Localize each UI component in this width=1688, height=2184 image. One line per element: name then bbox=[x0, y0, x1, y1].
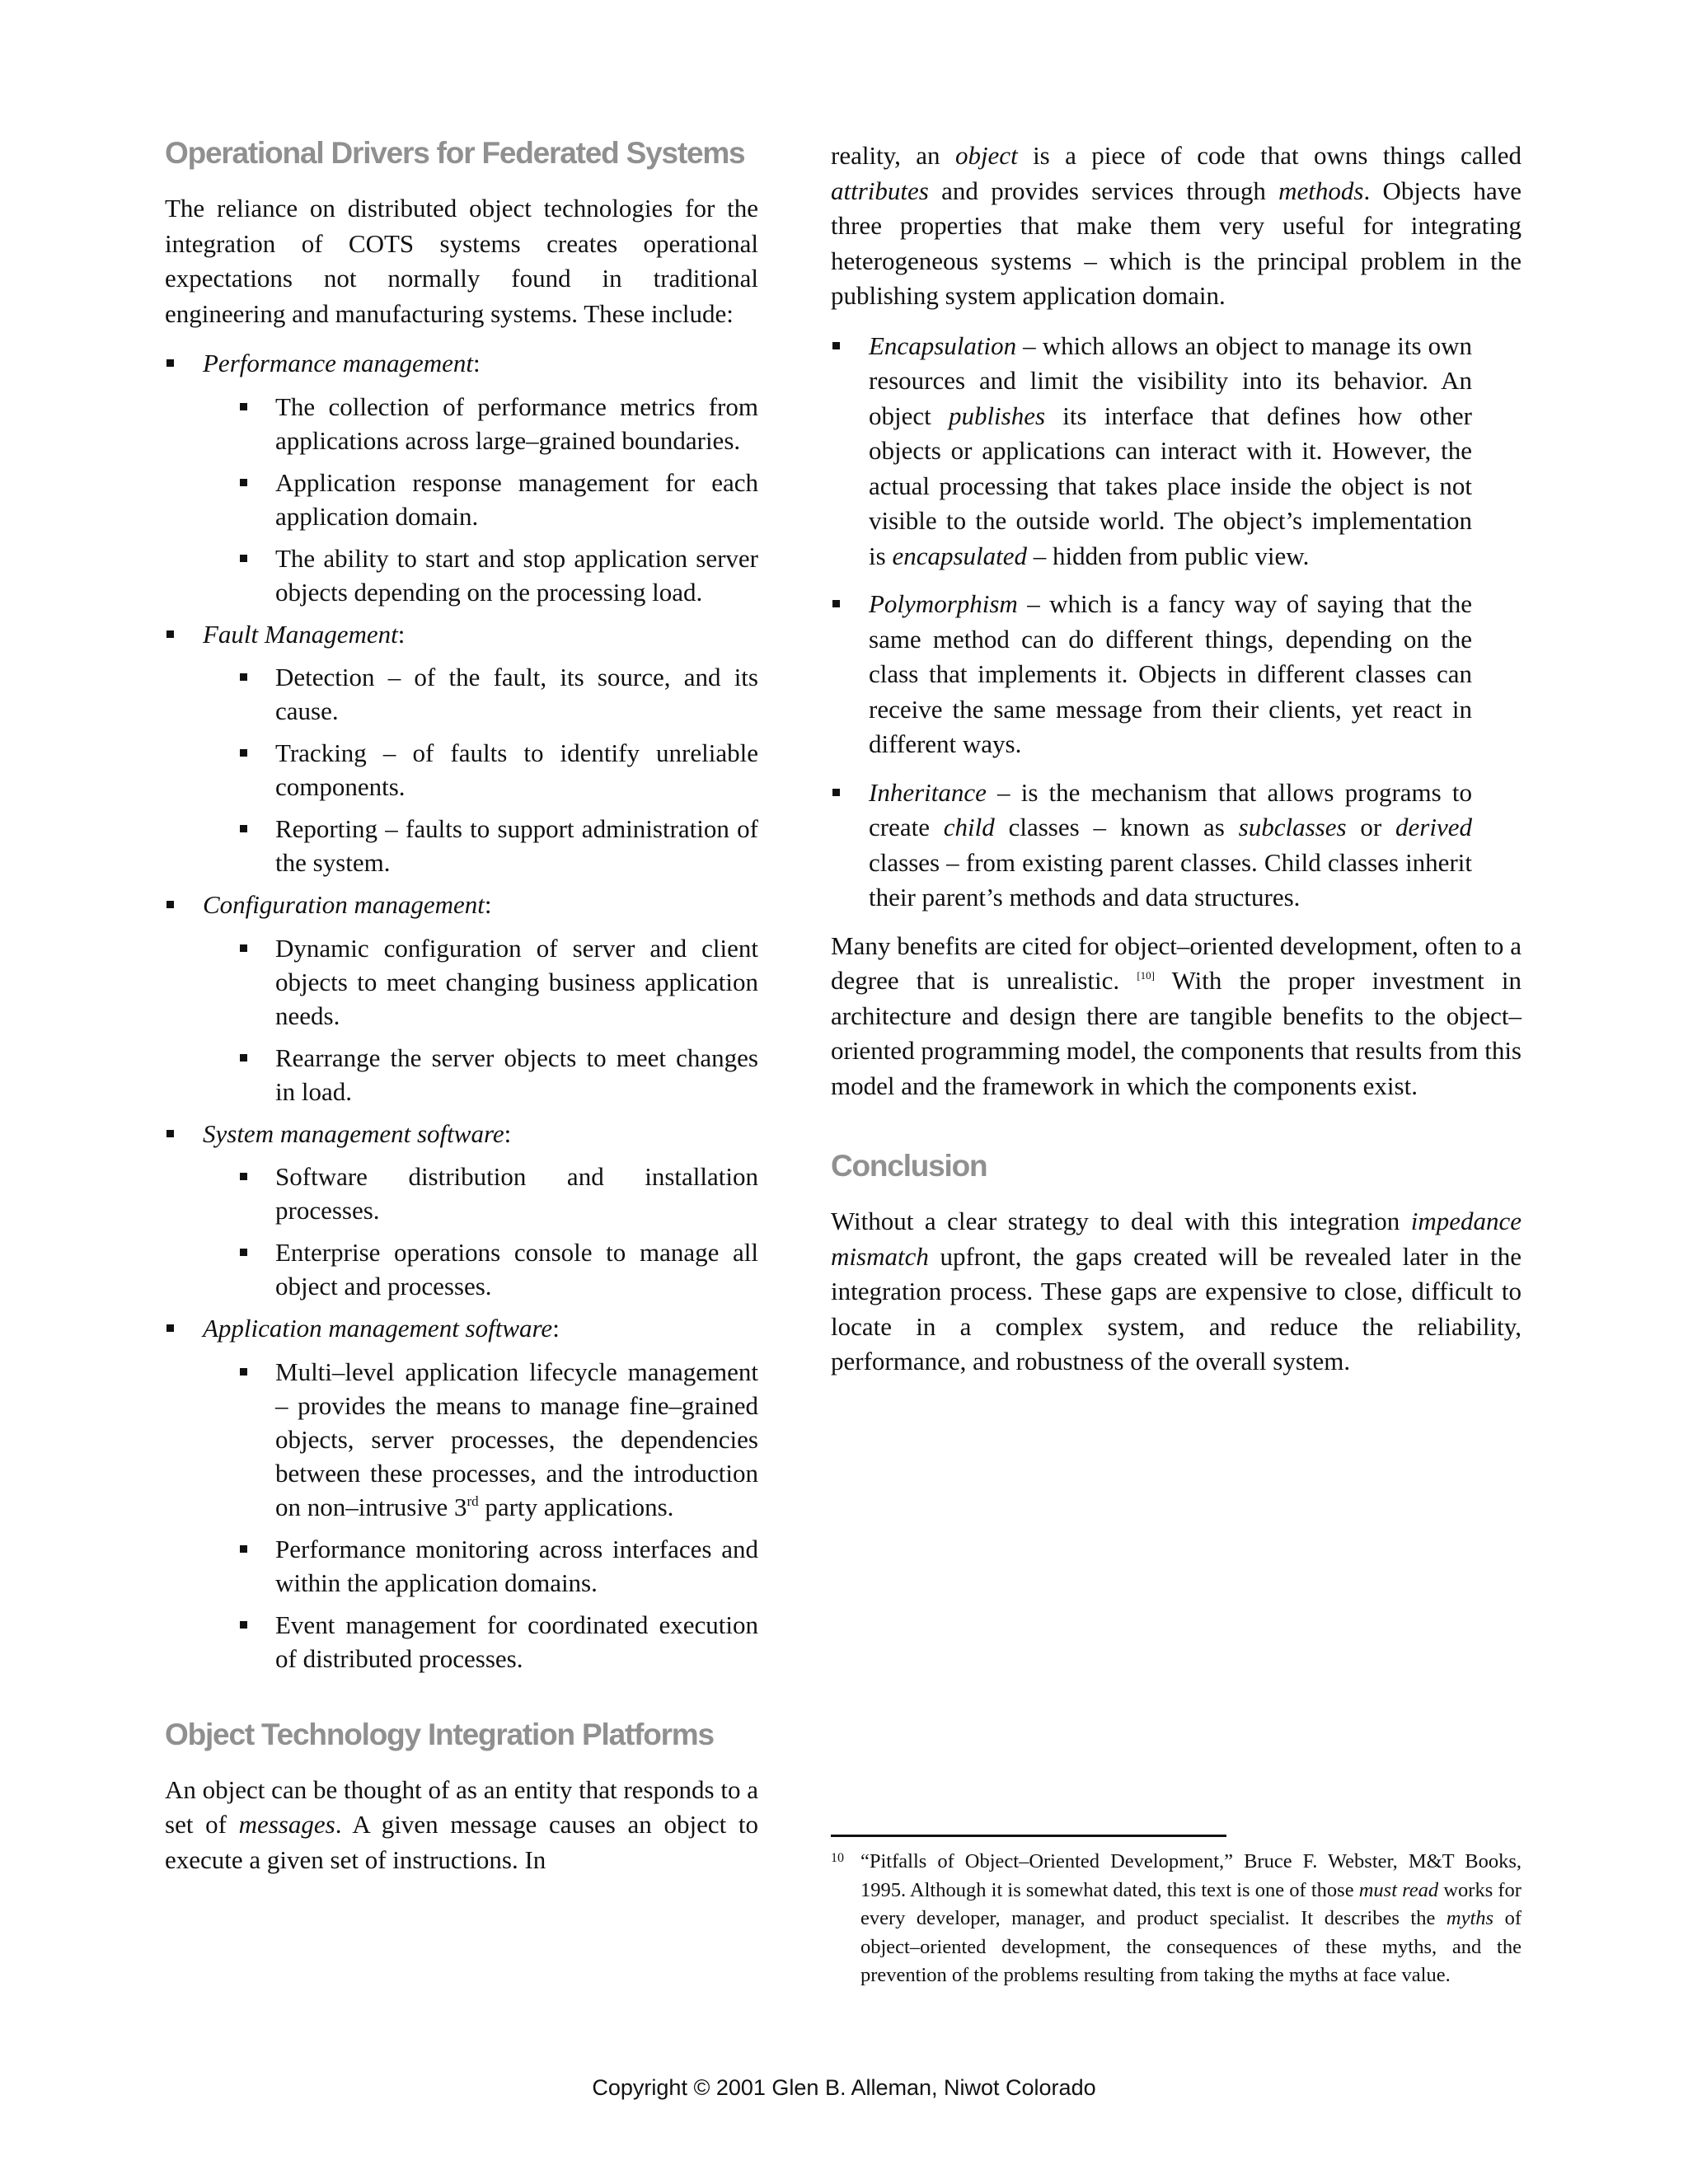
list-item: The collection of performance metrics from applications across large–grained boundaries. bbox=[203, 390, 758, 457]
driver-subitems bbox=[203, 1355, 758, 1675]
heading-conclusion: Conclusion bbox=[831, 1149, 987, 1183]
list-item: Multi–level application lifecycle management – provides the means to manage fine–grained objects, server processes, the dependencies between these processes, and the introduction on non–intrusive 3rd party applications. bbox=[203, 1355, 758, 1524]
driver-title: Performance management bbox=[203, 349, 473, 377]
intro-paragraph: The reliance on distributed object technologies for the integration of COTS systems creates operational expectations not normally found in traditional engineering and manufacturing systems. These include: bbox=[165, 194, 758, 328]
footnote bbox=[831, 1848, 1522, 1990]
driver-performance: Performance management: The collection of performance metrics from applications across large–grained boundaries. Application response management for each application domain. The ability to start and stop application server objects depending on the processing load. bbox=[165, 346, 758, 609]
list-item-inheritance: Inheritance – is the mechanism that allows programs to create child classes – known as subclasses or derived classes – from existing parent classes. Child classes inherit their parent’s methods and data structures. bbox=[831, 776, 1522, 916]
driver-list bbox=[165, 346, 758, 1675]
footnote-reference: [10] bbox=[1137, 969, 1156, 982]
list-item: Detection – of the fault, its source, and its cause. bbox=[203, 660, 758, 728]
heading-object-technology: Object Technology Integration Platforms bbox=[165, 1717, 714, 1751]
list-item: Performance monitoring across interfaces and within the application domains. bbox=[203, 1532, 758, 1600]
list-item: Tracking – of faults to identify unreliable components. bbox=[203, 736, 758, 804]
object-properties-list bbox=[831, 329, 1522, 916]
list-item: Software distribution and installation processes. bbox=[203, 1160, 758, 1227]
driver-title: System management software bbox=[203, 1118, 504, 1148]
right-column bbox=[831, 138, 1522, 1394]
list-item: Enterprise operations console to manage all object and processes. bbox=[203, 1235, 758, 1303]
conclusion-paragraph: Without a clear strategy to deal with this integration impedance mismatch upfront, the gaps created will be revealed later in the integration process. These gaps are expensive to close, difficult to locate in a complex system, and reduce the reliability, performance, and robustness of the overall system. bbox=[831, 1207, 1522, 1376]
driver-title: Fault Management bbox=[203, 619, 398, 649]
driver-subitems bbox=[203, 660, 758, 879]
driver-title: Application management software bbox=[203, 1314, 553, 1343]
list-item: Reporting – faults to support administration of the system. bbox=[203, 812, 758, 879]
driver-subitems bbox=[203, 931, 758, 1108]
list-item-encapsulation: Encapsulation – which allows an object to manage its own resources and limit the visibility into its behavior. An object publishes its interface that defines how other objects or applications can interact with it. However, the actual processing that takes place inside the object is not visible to the outside world. The object’s implementation is encapsulated – hidden from public view. bbox=[831, 329, 1522, 574]
driver-subitems bbox=[203, 390, 758, 609]
list-item: The ability to start and stop application server objects depending on the processing load. bbox=[203, 541, 758, 609]
footnote-number: 10 bbox=[831, 1851, 844, 1865]
footnote-divider bbox=[831, 1835, 1226, 1837]
list-item: Rearrange the server objects to meet changes in load. bbox=[203, 1041, 758, 1108]
driver-system-management: System management software: Software distribution and installation processes. Enterprise operations console to manage all object and processes. bbox=[165, 1117, 758, 1304]
copyright-footer: Copyright © 2001 Glen B. Alleman, Niwot Colorado bbox=[592, 2075, 1096, 2100]
footnote-text: “Pitfalls of Object–Oriented Development,” Bruce F. Webster, M&T Books, 1995. Although it is somewhat dated, this text is one of those must read works for every developer, manager, and product specialist. It describes the myths of object–oriented development, the consequences of these myths, and the prevention of the problems resulting from taking the myths at face value. bbox=[860, 1850, 1522, 1986]
object-continued-paragraph: reality, an object is a piece of code that owns things called attributes and provides services through methods. Objects have three properties that make them very useful for integrating heterogeneous systems – which is the principal problem in the publishing system application domain. bbox=[831, 141, 1522, 310]
benefits-paragraph: Many benefits are cited for object–oriented development, often to a degree that is unrealistic. [10] With the proper investment in architecture and design there are tangible benefits to the object–oriented programming model, the components that results from this model and the framework in which the components exist. bbox=[831, 930, 1522, 1100]
driver-subitems bbox=[203, 1160, 758, 1303]
heading-operational-drivers: Operational Drivers for Federated Systems bbox=[165, 136, 745, 170]
driver-title: Configuration management bbox=[203, 890, 485, 919]
driver-application-management: Application management software: Multi–level application lifecycle management – provides the means to manage fine–grained objects, server processes, the dependencies between these processes, and the introduction on non–intrusive 3rd party applications. Performance monitoring across interfaces and within the application domains. Event management for coordinated execution of distributed processes. bbox=[165, 1311, 758, 1675]
driver-fault: Fault Management: Detection – of the fault, its source, and its cause. Tracking – of faults to identify unreliable components. Reporting – faults to support administration of the system. bbox=[165, 617, 758, 880]
list-item: Dynamic configuration of server and client objects to meet changing business application needs. bbox=[203, 931, 758, 1033]
list-item-polymorphism: Polymorphism – which is a fancy way of saying that the same method can do different things, depending on the class that implements it. Objects in different classes can receive the same message from their clients, yet react in different ways. bbox=[831, 587, 1522, 762]
object-paragraph: An object can be thought of as an entity that responds to a set of messages. A given message causes an object to execute a given set of instructions. In bbox=[165, 1774, 758, 1874]
left-column bbox=[165, 132, 758, 1892]
list-item: Application response management for each application domain. bbox=[203, 466, 758, 533]
list-item: Event management for coordinated execution of distributed processes. bbox=[203, 1608, 758, 1675]
driver-configuration: Configuration management: Dynamic configuration of server and client objects to meet changing business application needs. Rearrange the server objects to meet changes in load. bbox=[165, 888, 758, 1108]
